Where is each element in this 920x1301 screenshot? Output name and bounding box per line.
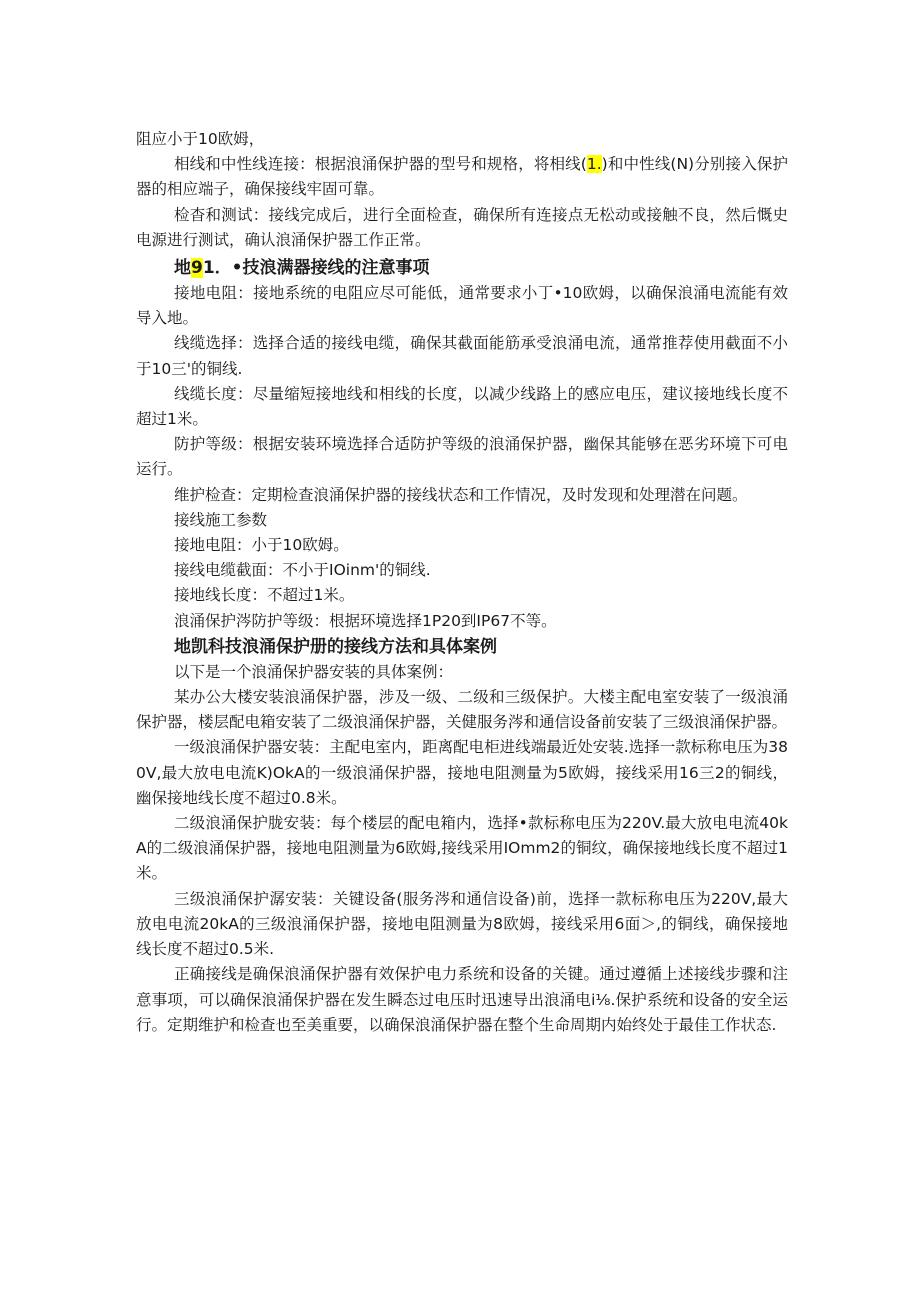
paragraph-text: 相线和中性线连接：根据浪涌保护器的型号和规格，将相线( <box>174 155 587 174</box>
section-heading-wiring-case: 地凯科技浪涌保护册的接线方法和具体案例 <box>174 636 497 657</box>
paragraph-level2-install: 二级浪涌保护胧安装：每个楼层的配电箱内，选择•款标称电压为220V.最大放电电流40kA的二级浪涌保护器，接地电阻测量为6欧姆,接线采用IOmm2的铜纹，确保接地线长度不超过1米。 <box>136 814 788 883</box>
param-ground-length: 接地线长度：不超过1米。 <box>174 586 355 605</box>
param-protection-grade: 浪涌保护涔防护等级：根据环境选择1P20到IP67不等。 <box>174 611 557 630</box>
paragraph-level1-install: 一级浪涌保护器安装：主配电室内，距离配电柜进线端最近处安装.选择一款标称电压为380V,最大放电电流K)OkA的一级浪涌保护器，接地电阻测量为5欧姆，接线采用16三2的铜线，幽保接地线长度不超过0.8米。 <box>136 738 788 807</box>
paragraph-parameters-title: 接线施工参数 <box>174 510 268 529</box>
paragraph-phase-neutral-connection <box>136 152 788 202</box>
highlighted-text: 1. <box>586 155 602 174</box>
paragraph-level3-install: 三级浪涌保护潺安装：关键设备(服务涔和通信设备)前，选择一款标称电压为220V,最大放电电流20kA的三级浪涌保护器，接地电阻测量为8欧姆，接线采用6面＞,的铜线，确保接地线长度不超过0.5米. <box>136 889 788 959</box>
paragraph-case-intro: 以下是一个浪涌保护器安装的具体案例： <box>174 662 454 681</box>
paragraph-protection-level: 防护等级：根据安装环境选择合适防护等级的浪涌保护器，幽保其能够在恶劣环境下可电运行。 <box>136 435 788 479</box>
highlighted-text: 9 <box>191 258 203 279</box>
paragraph-text: )和中性线(N)分别接入保护器的相应端子，确保接线牢固可靠。 <box>136 155 788 199</box>
param-cable-section: 接线电缆截面：不小于IOinm'的铜线. <box>174 561 431 580</box>
paragraph-case-overview: 某办公大楼安装浪涌保护器，涉及一级、二级和三级保护。大楼主配电室安装了一级浪涌保护器，楼层配电箱安装了二级浪涌保护器，关健服务涔和通信设备前安装了三级浪涌保护器。 <box>136 688 788 732</box>
paragraph-grounding-resistance-tail: 阻应小于10欧姆， <box>136 130 265 148</box>
section-heading-precautions <box>136 255 788 281</box>
document-body <box>136 127 788 1038</box>
paragraph-conclusion: 正确接线是确保浪涌保护器有效保护电力系统和设备的关键。通过遵循上述接线步骤和注意事项，可以确保浪涌保护器在发生瞬态过电压时迅速导出浪涌电i⅛.保护系统和设备的安全运行。定期维护和检查也至美重要，以确保浪涌保护器在整个生命周期内始终处于最佳工作状态. <box>136 965 788 1034</box>
param-ground-resistance: 接地电阻：小于10欧姆。 <box>174 536 349 555</box>
heading-text: 地 <box>174 258 191 279</box>
paragraph-cable-selection: 线缆选择：选择合适的接线电缆，确保其截面能筋承受浪涌电流，通常推荐使用截面不小于10三'的铜线. <box>136 334 788 378</box>
paragraph-maintenance: 维护检查：定期检查浪涌保护器的接线状态和工作情况，及时发现和处理潜在问题。 <box>174 485 748 504</box>
paragraph-ground-resistance: 接地电阻：接地系统的电阻应尽可能低，通常要求小丁•10欧姆，以确保浪涌电流能有效导入地。 <box>136 284 788 328</box>
paragraph-inspection-testing: 检杳和测试：接线完成后，进行全面检查，确保所有连接点无松动或接触不良，然后慨史电源进行测试，确认浪涌保护器工作正常。 <box>136 205 788 249</box>
paragraph-cable-length: 线缆长度：尽量缩短接地线和相线的长度，以减少线路上的感应电压，建议接地线长度不超过1米。 <box>136 384 788 429</box>
heading-text: 1．•技浪满器接线的注意事项 <box>202 258 430 279</box>
